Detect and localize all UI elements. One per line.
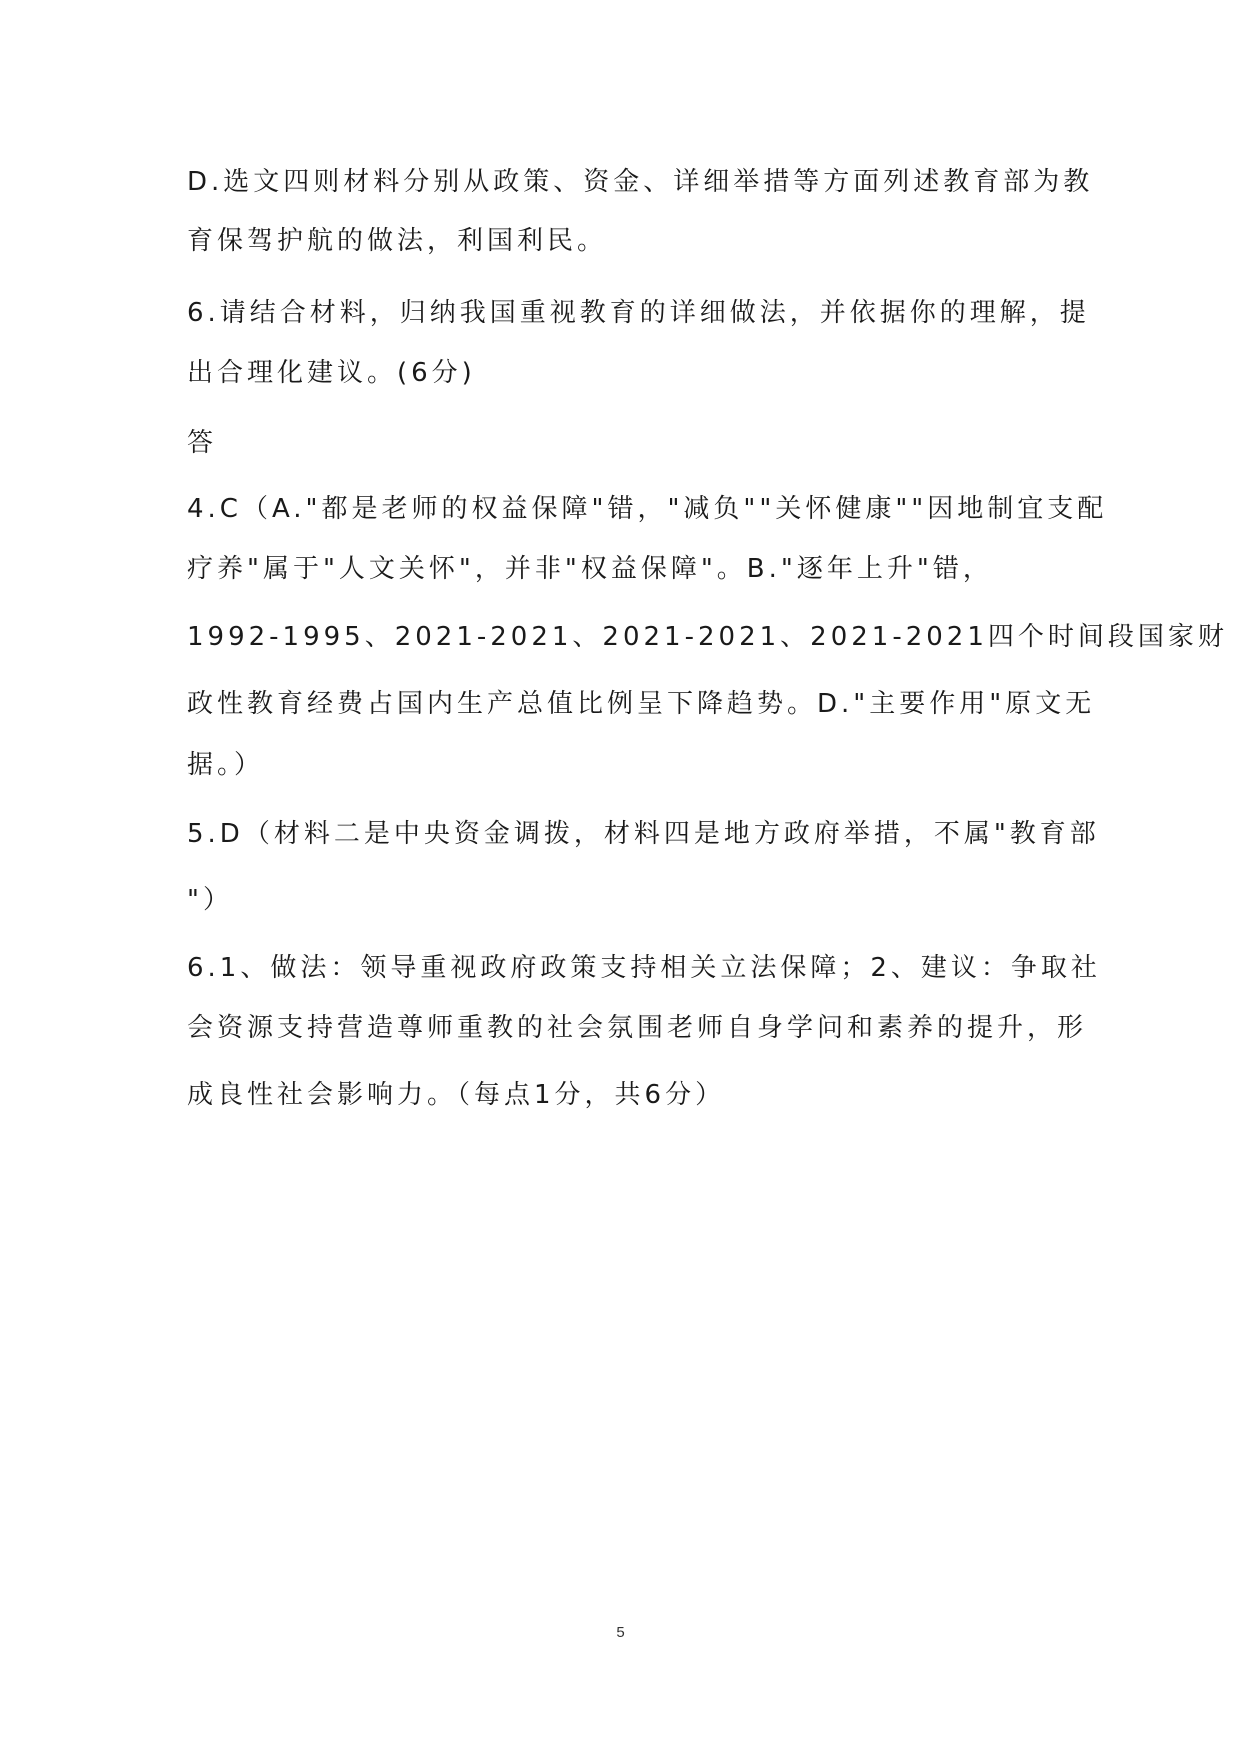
answer-5: 5.D（材料二是中央资金调拨，材料四是地方政府举措，不属"教育部 bbox=[187, 819, 1100, 849]
text-line: 据。） bbox=[187, 750, 265, 780]
text-line: 成良性社会影响力。（每点1分，共6分） bbox=[187, 1080, 726, 1110]
text-line: D.选文四则材料分别从政策、资金、详细举措等方面列述教育部为教 bbox=[187, 167, 1094, 197]
text-line: 育保驾护航的做法，利国利民。 bbox=[187, 226, 608, 256]
text-line: 政性教育经费占国内生产总值比例呈下降趋势。D."主要作用"原文无 bbox=[187, 689, 1096, 719]
text-line: "） bbox=[187, 885, 233, 915]
text-line: 出合理化建议。(6分) bbox=[187, 358, 476, 388]
text-line: 会资源支持营造尊师重教的社会氛围老师自身学问和素养的提升，形 bbox=[187, 1013, 1088, 1043]
text-line: 疗养"属于"人文关怀"，并非"权益保障"。B."逐年上升"错， bbox=[187, 554, 993, 584]
answer-6: 6.1、做法：领导重视政府政策支持相关立法保障；2、建议：争取社 bbox=[187, 953, 1101, 983]
answer-4: 4.C（A."都是老师的权益保障"错，"减负""关怀健康""因地制宜支配 bbox=[187, 494, 1108, 524]
question-6: 6.请结合材料，归纳我国重视教育的详细做法，并依据你的理解，提 bbox=[187, 298, 1090, 328]
answer-heading: 答 bbox=[187, 428, 218, 458]
page-number: 5 bbox=[616, 1624, 625, 1641]
text-line: 1992-1995、2021-2021、2021-2021、2021-2021四个时间段国家财 bbox=[187, 622, 1228, 652]
